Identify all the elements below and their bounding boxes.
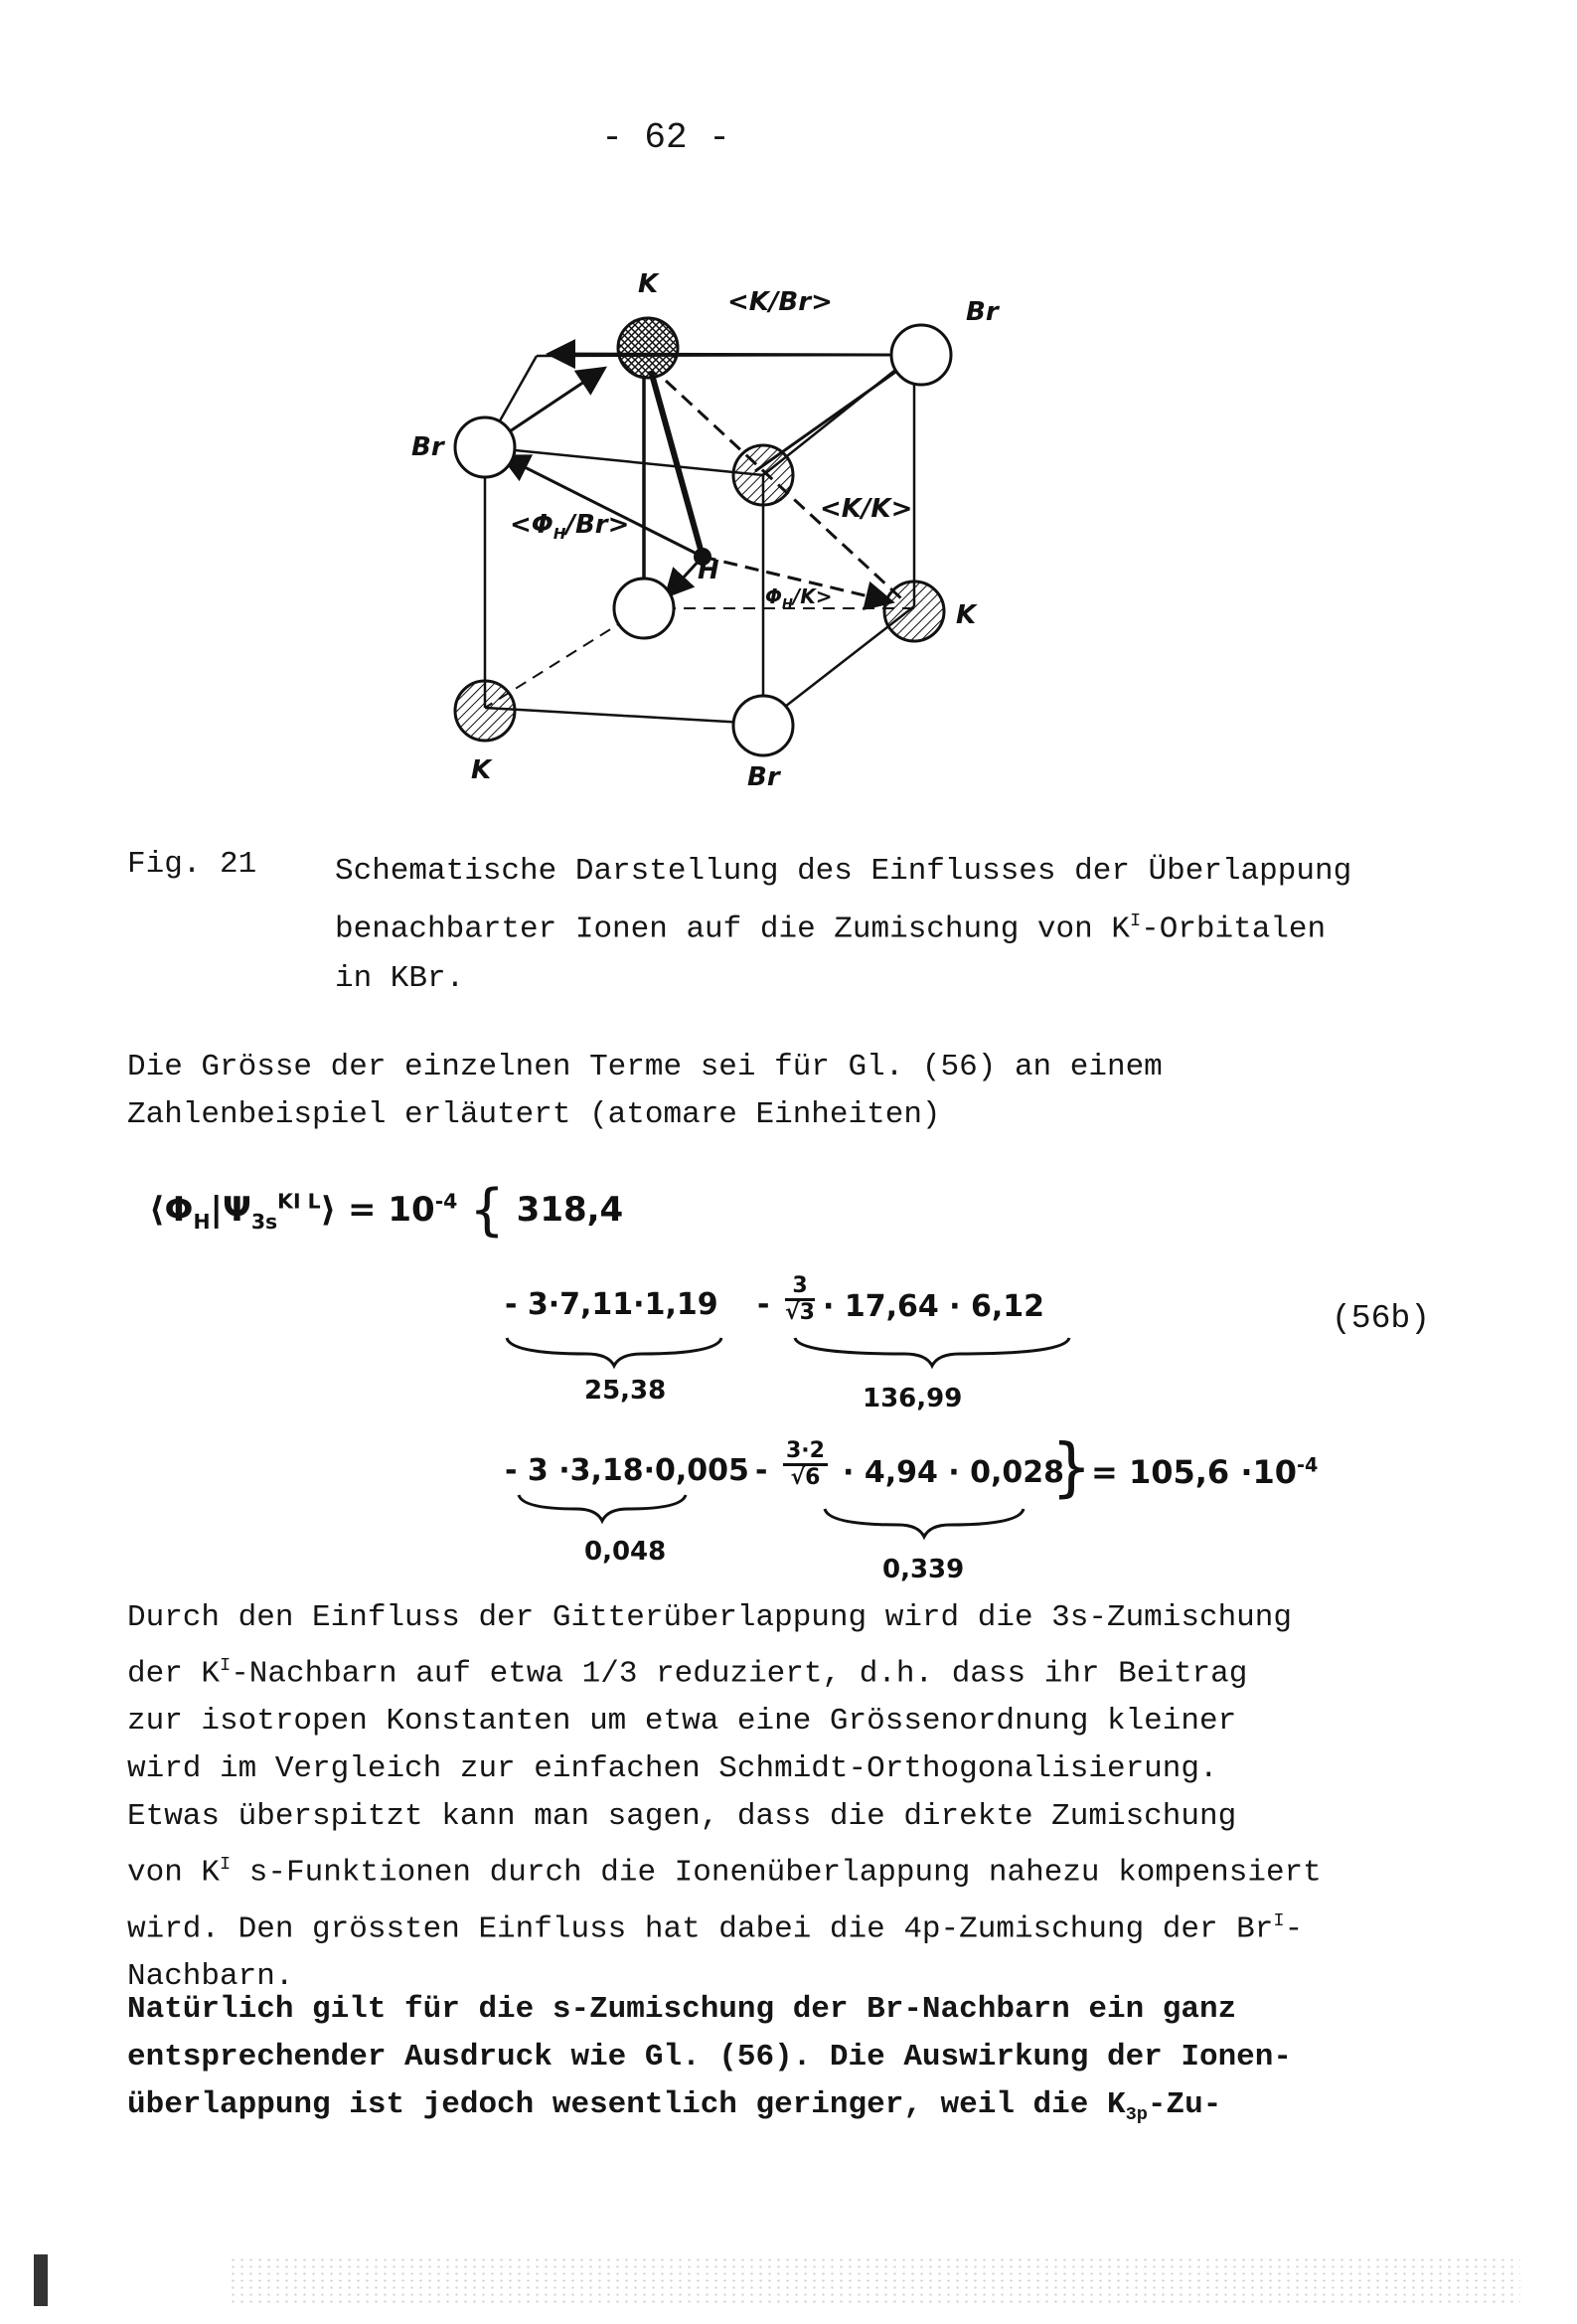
equation-fraction-2: $\frac{3\cdot 2}{√6}$ (783, 1439, 828, 1490)
equation-term-4: · 4,94 · 0,028 (843, 1455, 1065, 1490)
label-br-top-right: Br (966, 297, 999, 327)
page-number: - 62 - (601, 117, 730, 158)
arrow-k-br (552, 354, 889, 355)
br-atom-bottom (733, 696, 793, 755)
figure-caption: Schematische Darstellung des Einflusses der Überlappung benachbarter Ionen auf die Zumischung von $K^I$-Orbitalen in KBr. (335, 854, 1352, 997)
br-atom-left (455, 417, 515, 477)
k-atom-center (733, 445, 793, 505)
hidden-edges (485, 608, 914, 708)
body-paragraph-2: Natürlich gilt für die s-Zumischung der Br-Nachbarn ein ganz entsprechender Ausdruck wie Gl. (56). Die Auswirkung der Ionen- überlappung ist jedoch wesentlich geringer, weil die $K_{3p}-Zu-$ (127, 1992, 1292, 2126)
equation-term-1: - 3·7,11·1,19 (505, 1287, 718, 1322)
label-kk: <K/K> (820, 494, 913, 524)
kbr-lattice-figure (378, 249, 1073, 805)
k-atom-right (884, 581, 944, 641)
label-phi-br: $<\Phi_H/Br>$ (510, 510, 630, 543)
equation-fraction-1: $\frac{3}{√3}$ (785, 1273, 815, 1325)
equation-value-3: 0,048 (584, 1537, 667, 1567)
br-atom-hidden (614, 579, 674, 638)
equation-minus-4: - (755, 1453, 768, 1488)
equation-number: (56b) (1332, 1300, 1431, 1337)
k-atom-bottom-left (455, 681, 515, 741)
intro-paragraph: Die Grösse der einzelnen Terme sei für Gl. (56) an einem Zahlenbeispiel erläutert (atomare Einheiten) (127, 1050, 1163, 1132)
equation-result: = $105,6 \cdot 10^{-4}$ (1091, 1453, 1319, 1491)
equation-minus-2: - (757, 1287, 770, 1322)
scan-edge-mark (34, 2254, 48, 2306)
label-br-left: Br (411, 432, 444, 462)
k-atom-top (618, 318, 678, 378)
equation-lhs: $⟨\Phi_H|\Psi_{3s}^{KI L}⟩ = 10^{-4}$ { 318,4 (149, 1178, 624, 1243)
equation-closing-brace: } (1051, 1431, 1092, 1505)
label-br-bottom: Br (747, 762, 780, 792)
scan-noise (229, 2256, 1520, 2306)
br-atom-top-right (891, 325, 951, 385)
label-k-right: K (956, 600, 977, 630)
equation-value-1: 25,38 (584, 1376, 667, 1406)
body-paragraph-1: Durch den Einfluss der Gitterüberlappung wird die 3s-Zumischung der $K^I$-Nachbarn auf etwa 1/3 reduziert, d.h. dass ihr Beitrag zur isotropen Konstanten um etwa eine Grössenordnung kleiner wird im Vergleich zur einfachen Schmidt-Orthogonalisierung. Etwas überspitzt kann man sagen, dass die direkte Zumischung von $K^I$ s-Funktionen durch die Ionenüberlappung nahezu kompensiert wird. Den grössten Einfluss hat dabei die 4p-Zumischung der $Br^I-$ Nachbarn. (127, 1600, 1322, 1994)
label-h: H (698, 556, 719, 585)
label-k-bottom: K (471, 755, 492, 785)
figure-label: Fig. 21 (127, 847, 257, 882)
equation-term-2: · 17,64 · 6,12 (823, 1289, 1045, 1324)
label-kbr-bond: <K/Br> (727, 287, 833, 317)
arrow-h-br (505, 457, 703, 557)
equation-value-2: 136,99 (863, 1384, 963, 1413)
equation-value-4: 0,339 (882, 1555, 965, 1584)
label-phi-k: $\Phi_H/K>$ (765, 584, 833, 612)
equation-braces-row-1 (497, 1332, 1173, 1372)
arrow-br-k (507, 370, 602, 433)
label-k-top: K (638, 269, 659, 299)
equation-term-3: - 3 ·3,18·0,005 (505, 1453, 749, 1488)
